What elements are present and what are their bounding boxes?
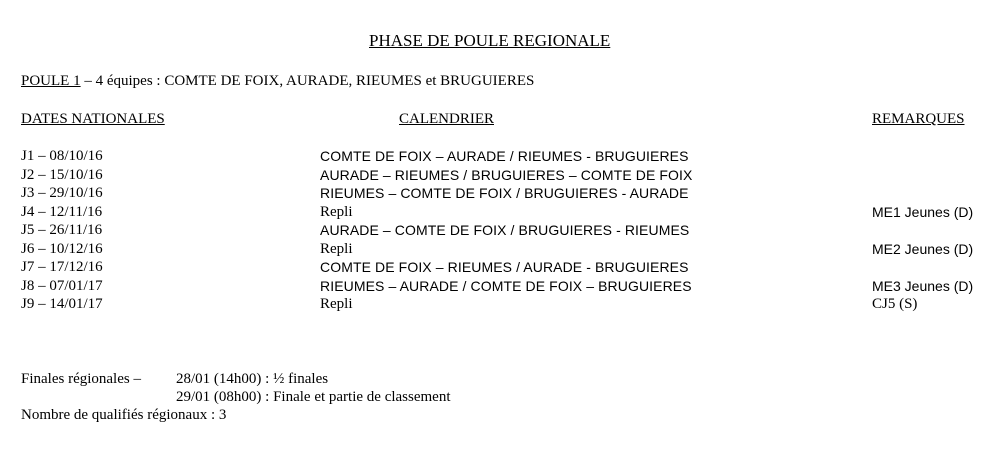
table-row bbox=[0, 148, 1004, 167]
row-match: Repli bbox=[320, 240, 353, 257]
row-match: AURADE – RIEUMES / BRUGUIERES – COMTE DE FOIX bbox=[320, 166, 693, 183]
table-row bbox=[0, 259, 1004, 278]
table-row bbox=[0, 204, 1004, 223]
row-match: RIEUMES – COMTE DE FOIX / BRUGUIERES - AURADE bbox=[320, 185, 689, 201]
row-match: RIEUMES – AURADE / COMTE DE FOIX – BRUGUIERES bbox=[320, 277, 692, 294]
row-match: Repli bbox=[320, 203, 353, 220]
row-match: COMTE DE FOIX – RIEUMES / AURADE - BRUGUIERES bbox=[320, 259, 689, 275]
row-remark: ME2 Jeunes (D) bbox=[872, 240, 974, 257]
row-remark: CJ5 (S) bbox=[872, 296, 918, 312]
table-row bbox=[0, 185, 1004, 204]
finales-demi: 28/01 (14h00) : ½ finales bbox=[176, 371, 329, 387]
finales-finale: 29/01 (08h00) : Finale et partie de classement bbox=[176, 389, 451, 405]
row-date: J4 – 12/11/16 bbox=[21, 203, 103, 220]
header-calendrier: CALENDRIER bbox=[399, 111, 494, 127]
page-title: PHASE DE POULE REGIONALE bbox=[369, 31, 611, 50]
table-row bbox=[0, 222, 1004, 241]
row-match: Repli bbox=[320, 296, 353, 312]
header-dates-nationales: DATES NATIONALES bbox=[21, 111, 165, 127]
header-remarques: REMARQUES bbox=[872, 111, 965, 127]
poule-teams: – 4 équipes : COMTE DE FOIX, AURADE, RIEUMES et BRUGUIERES bbox=[80, 73, 535, 89]
row-date: J5 – 26/11/16 bbox=[21, 222, 103, 238]
poule-label: POULE 1 bbox=[21, 73, 81, 89]
qualifies-count: Nombre de qualifiés régionaux : 3 bbox=[21, 407, 227, 423]
row-date: J1 – 08/10/16 bbox=[21, 148, 103, 164]
row-remark: ME3 Jeunes (D) bbox=[872, 277, 974, 294]
finales-label: Finales régionales – bbox=[21, 371, 141, 387]
row-date: J2 – 15/10/16 bbox=[21, 166, 103, 183]
table-row bbox=[0, 278, 1004, 297]
table-row bbox=[0, 296, 1004, 315]
row-date: J9 – 14/01/17 bbox=[21, 296, 103, 312]
row-remark: ME1 Jeunes (D) bbox=[872, 203, 974, 220]
row-date: J3 – 29/10/16 bbox=[21, 185, 103, 201]
row-match: AURADE – COMTE DE FOIX / BRUGUIERES - RIEUMES bbox=[320, 222, 690, 238]
row-date: J7 – 17/12/16 bbox=[21, 259, 103, 275]
table-row bbox=[0, 167, 1004, 186]
row-date: J6 – 10/12/16 bbox=[21, 240, 103, 257]
poule-description bbox=[21, 73, 534, 90]
schedule-table bbox=[0, 148, 1004, 315]
table-row bbox=[0, 241, 1004, 260]
row-match: COMTE DE FOIX – AURADE / RIEUMES - BRUGUIERES bbox=[320, 148, 689, 164]
row-date: J8 – 07/01/17 bbox=[21, 277, 103, 294]
